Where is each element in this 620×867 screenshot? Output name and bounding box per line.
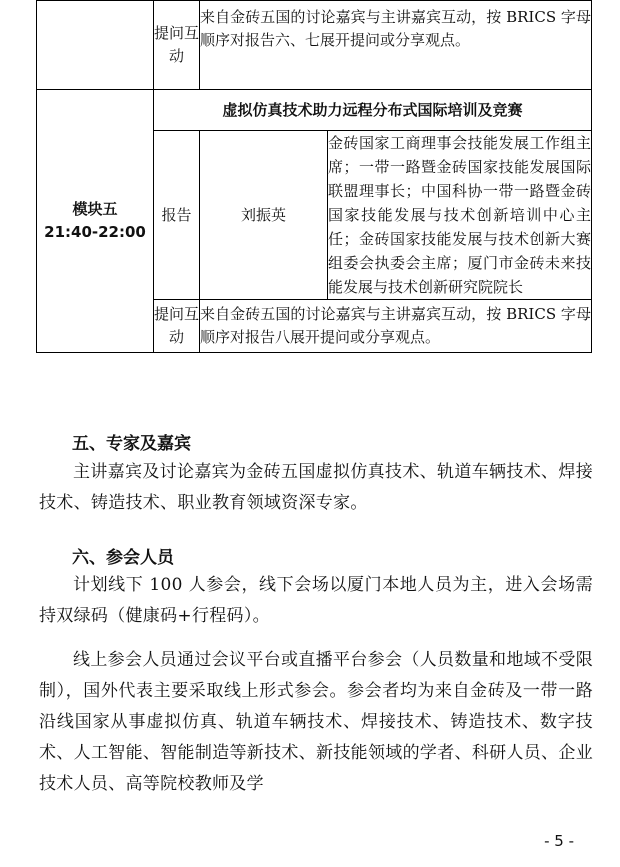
page-number: - 5 -	[544, 832, 574, 850]
module-cell-empty	[37, 1, 154, 90]
type-cell: 提问互动	[154, 1, 200, 90]
speaker-bio: 金砖国家工商理事会技能发展工作组主席；一带一路暨金砖国家技能发展国际联盟理事长；中国科协一带一路暨金砖国家技能发展与技术创新培训中心主任；金砖国家技能发展与技术创新大赛组委会执委会主席；厦门市金砖未来技能发展与技术创新研究院院长	[328, 131, 592, 300]
module-time: 21:40-22:00	[44, 223, 146, 241]
qa-content: 来自金砖五国的讨论嘉宾与主讲嘉宾互动，按 BRICS 字母顺序对报告六、七展开提问或分享观点。	[200, 1, 592, 90]
qa-content: 来自金砖五国的讨论嘉宾与主讲嘉宾互动，按 BRICS 字母顺序对报告八展开提问或分享观点。	[200, 300, 592, 353]
module-name: 模块五	[72, 200, 118, 218]
paragraph: 主讲嘉宾及讨论嘉宾为金砖五国虚拟仿真技术、轨道车辆技术、焊接技术、铸造技术、职业教育领域资深专家。	[39, 462, 593, 513]
paragraph: 计划线下 100 人参会，线下会场以厦门本地人员为主，进入会场需持双绿码（健康码+行程码）。	[39, 575, 593, 626]
agenda-table	[36, 0, 592, 353]
type-cell: 提问互动	[154, 300, 200, 353]
report-type: 报告	[154, 131, 200, 300]
module-cell	[37, 90, 154, 353]
paragraph: 线上参会人员通过会议平台或直播平台参会（人员数量和地域不受限制），国外代表主要采取线上形式参会。参会者均为来自金砖及一带一路沿线国家从事虚拟仿真、轨道车辆技术、焊接技术、铸造技术、数字技术、人工智能、智能制造等新技术、新技能领域的学者、科研人员、企业技术人员、高等院校教师及学	[39, 650, 593, 794]
module-title: 虚拟仿真技术助力远程分布式国际培训及竞赛	[154, 90, 592, 131]
section-heading: 六、参会人员	[72, 548, 174, 568]
table-row	[37, 90, 592, 131]
table-row	[37, 1, 592, 90]
speaker-name: 刘振英	[200, 131, 328, 300]
section-heading: 五、专家及嘉宾	[72, 434, 191, 454]
